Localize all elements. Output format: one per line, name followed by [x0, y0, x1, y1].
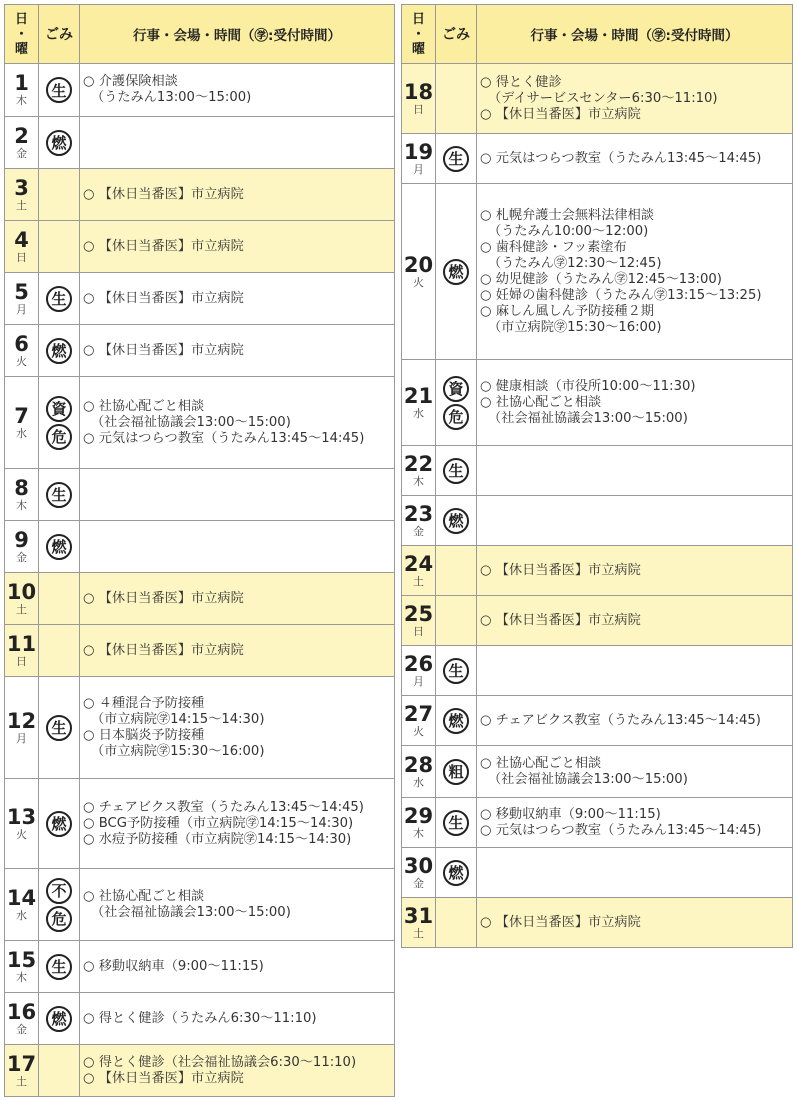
day-cell — [402, 446, 436, 496]
event-cell — [80, 1045, 395, 1097]
day-of-week: 水 — [413, 775, 424, 789]
burnable-badge-icon: 燃 — [46, 338, 72, 364]
event-cell — [80, 993, 395, 1045]
calendar-row — [402, 496, 793, 546]
gomi-cell — [39, 677, 80, 779]
gomi-cell — [39, 64, 80, 117]
raw-garbage-badge-icon: 生 — [443, 658, 469, 684]
gomi-cell — [436, 646, 477, 696]
event-line: ○ 介護保険相談 — [83, 74, 178, 89]
event-line: ○ 水痘予防接種（市立病院㊫14:15〜14:30) — [83, 831, 352, 847]
event-line: ○ 【休日当番医】市立病院 — [83, 642, 244, 658]
day-number: 4 — [14, 227, 29, 252]
burnable-badge-icon: 燃 — [443, 508, 469, 534]
burnable-badge-icon: 燃 — [443, 259, 469, 285]
event-line: ○ 【休日当番医】市立病院 — [83, 290, 244, 306]
gomi-cell — [436, 446, 477, 496]
day-number: 29 — [403, 803, 434, 828]
event-cell — [80, 273, 395, 325]
day-of-week: 日 — [16, 250, 27, 264]
day-cell — [5, 221, 39, 273]
day-cell — [402, 546, 436, 596]
event-cell — [80, 64, 395, 117]
burnable-badge-icon: 燃 — [46, 130, 72, 156]
day-of-week: 月 — [413, 162, 424, 176]
event-cell — [477, 134, 793, 184]
calendar-row — [5, 169, 395, 221]
day-number: 7 — [14, 403, 29, 428]
event-line: ○ 元気はつらつ教室（うたみん13:45〜14:45) — [480, 150, 762, 166]
gomi-cell — [436, 64, 477, 134]
raw-garbage-badge-icon: 生 — [443, 146, 469, 172]
day-cell — [402, 496, 436, 546]
day-of-week: 金 — [413, 524, 424, 538]
calendar-row — [5, 625, 395, 677]
day-of-week: 金 — [16, 1022, 27, 1036]
day-cell — [5, 273, 39, 325]
event-line: ○ 元気はつらつ教室（うたみん13:45〜14:45) — [83, 430, 365, 446]
day-cell — [402, 184, 436, 360]
day-of-week: 日 — [413, 102, 424, 116]
day-number: 14 — [6, 885, 37, 910]
day-cell — [402, 360, 436, 446]
day-number: 8 — [14, 475, 29, 500]
day-number: 18 — [403, 79, 434, 104]
recyclable-badge-icon: 資 — [443, 376, 469, 402]
event-line: （社会福祉協議会13:00〜15:00) — [91, 904, 291, 920]
gomi-cell — [436, 134, 477, 184]
event-line: ○ 社協心配ごと相談 — [83, 398, 205, 414]
event-line: ○ 札幌弁護士会無料法律相談 — [480, 207, 654, 223]
event-cell — [477, 446, 793, 496]
burnable-badge-icon: 燃 — [443, 860, 469, 886]
gomi-cell — [39, 117, 80, 169]
event-cell — [477, 596, 793, 646]
recyclable-badge-icon: 資 — [46, 396, 72, 422]
calendar-row — [5, 325, 395, 377]
non-burnable-badge-icon: 不 — [46, 878, 72, 904]
calendar-row — [402, 134, 793, 184]
day-number: 21 — [403, 383, 434, 408]
day-of-week: 木 — [413, 826, 424, 840]
day-number: 13 — [6, 804, 37, 829]
calendar-row — [5, 221, 395, 273]
gomi-cell — [39, 941, 80, 993]
gomi-cell — [39, 625, 80, 677]
day-cell — [5, 625, 39, 677]
gomi-cell — [39, 273, 80, 325]
day-cell — [402, 596, 436, 646]
event-cell — [477, 696, 793, 746]
event-line: ○ 妊婦の歯科健診（うたみん㊫13:15〜13:25) — [480, 287, 762, 303]
day-of-week: 水 — [16, 426, 27, 440]
event-line: ○ 【休日当番医】市立病院 — [83, 342, 244, 358]
gomi-cell — [39, 1045, 80, 1097]
gomi-cell — [39, 573, 80, 625]
day-cell — [5, 869, 39, 941]
event-line: ○ 【休日当番医】市立病院 — [480, 106, 641, 122]
gomi-cell — [436, 848, 477, 898]
event-line: （市立病院㊫15:30〜16:00) — [91, 743, 265, 759]
day-of-week: 土 — [16, 1074, 27, 1088]
day-cell — [402, 798, 436, 848]
day-of-week: 火 — [16, 354, 27, 368]
day-of-week: 土 — [413, 574, 424, 588]
day-number: 11 — [6, 631, 37, 656]
gomi-cell — [436, 596, 477, 646]
day-of-week: 水 — [16, 908, 27, 922]
gomi-cell — [39, 377, 80, 469]
day-cell — [5, 325, 39, 377]
raw-garbage-badge-icon: 生 — [443, 810, 469, 836]
event-cell — [477, 848, 793, 898]
day-number: 17 — [6, 1051, 37, 1076]
event-line: （社会福祉協議会13:00〜15:00) — [91, 414, 291, 430]
header-day: 日 ・ 曜 — [5, 5, 39, 64]
day-number: 9 — [14, 527, 29, 552]
event-line: ○ チェアビクス教室（うたみん13:45〜14:45) — [83, 799, 364, 815]
day-number: 20 — [403, 252, 434, 277]
event-line: ○ 【休日当番医】市立病院 — [83, 186, 244, 202]
day-of-week: 金 — [16, 550, 27, 564]
day-cell — [5, 941, 39, 993]
day-number: 25 — [403, 601, 434, 626]
day-number: 30 — [403, 853, 434, 878]
calendar-row — [5, 993, 395, 1045]
day-cell — [5, 993, 39, 1045]
event-line: ○ 歯科健診・フッ素塗布 — [480, 239, 627, 255]
event-line: ○ 【休日当番医】市立病院 — [83, 238, 244, 254]
calendar-row — [402, 798, 793, 848]
gomi-cell — [39, 469, 80, 521]
burnable-badge-icon: 燃 — [46, 1006, 72, 1032]
day-of-week: 月 — [16, 302, 27, 316]
event-line: ○ 社協心配ごと相談 — [480, 394, 602, 410]
gomi-cell — [436, 360, 477, 446]
event-cell — [80, 325, 395, 377]
day-of-week: 月 — [16, 731, 27, 745]
header-day: 日 ・ 曜 — [402, 5, 436, 64]
day-number: 15 — [6, 947, 37, 972]
header-gomi: ごみ — [436, 5, 477, 64]
day-of-week: 火 — [413, 724, 424, 738]
header-row — [402, 5, 793, 64]
event-cell — [477, 898, 793, 948]
event-cell — [80, 869, 395, 941]
day-of-week: 木 — [16, 94, 27, 107]
day-number: 3 — [14, 175, 29, 200]
day-of-week: 月 — [413, 674, 424, 688]
event-line: ○ チェアビクス教室（うたみん13:45〜14:45) — [480, 712, 761, 728]
calendar-row — [402, 446, 793, 496]
day-number: 12 — [6, 708, 37, 733]
calendar-row — [5, 469, 395, 521]
event-line: （市立病院㊫15:30〜16:00) — [488, 319, 662, 335]
event-line: ○ 【休日当番医】市立病院 — [480, 562, 641, 578]
event-line: ○ 日本脳炎予防接種 — [83, 727, 205, 743]
day-cell — [402, 848, 436, 898]
raw-garbage-badge-icon: 生 — [46, 286, 72, 312]
raw-garbage-badge-icon: 生 — [46, 715, 72, 741]
event-line: ○ 社協心配ごと相談 — [83, 888, 205, 904]
calendar-row — [402, 64, 793, 134]
event-line: ○ 得とく健診（うたみん6:30〜11:10) — [83, 1010, 317, 1026]
burnable-badge-icon: 燃 — [46, 534, 72, 560]
header-gomi: ごみ — [39, 5, 80, 64]
event-cell — [80, 377, 395, 469]
event-line: ○ BCG予防接種（市立病院㊫14:15〜14:30) — [83, 815, 354, 831]
day-of-week: 土 — [16, 198, 27, 212]
calendar-row — [402, 848, 793, 898]
day-of-week: 土 — [413, 926, 424, 940]
calendar-row — [5, 941, 395, 993]
event-cell — [80, 169, 395, 221]
day-of-week: 火 — [16, 827, 27, 841]
day-number: 5 — [14, 279, 29, 304]
day-of-week: 木 — [16, 970, 27, 984]
calendar-table-left — [4, 4, 395, 1097]
day-of-week: 土 — [16, 602, 27, 616]
raw-garbage-badge-icon: 生 — [443, 458, 469, 484]
calendar-row — [402, 646, 793, 696]
raw-garbage-badge-icon: 生 — [46, 482, 72, 508]
event-line: ○ 幼児健診（うたみん㊫12:45〜13:00) — [480, 271, 722, 287]
calendar-row — [5, 377, 395, 469]
calendar-row — [5, 573, 395, 625]
day-of-week: 日 — [413, 624, 424, 638]
gomi-cell — [436, 546, 477, 596]
day-number: 26 — [403, 651, 434, 676]
calendar-row — [402, 746, 793, 798]
event-cell — [80, 677, 395, 779]
day-number: 16 — [6, 999, 37, 1024]
calendar-row — [402, 360, 793, 446]
day-number: 23 — [403, 501, 434, 526]
day-cell — [5, 377, 39, 469]
calendar-row — [5, 869, 395, 941]
event-cell — [80, 941, 395, 993]
day-number: 28 — [403, 752, 434, 777]
day-cell — [5, 169, 39, 221]
day-number: 10 — [6, 579, 37, 604]
gomi-cell — [436, 696, 477, 746]
event-line: ○ 【休日当番医】市立病院 — [83, 1070, 244, 1086]
day-of-week: 金 — [413, 876, 424, 890]
gomi-cell — [39, 779, 80, 869]
burnable-badge-icon: 燃 — [443, 708, 469, 734]
event-line: ○ 【休日当番医】市立病院 — [480, 914, 641, 930]
calendar-row — [5, 273, 395, 325]
day-number: 6 — [14, 331, 29, 356]
gomi-cell — [436, 898, 477, 948]
calendar-table-right — [401, 4, 793, 948]
event-cell — [477, 184, 793, 360]
day-cell — [5, 779, 39, 869]
header-event: 行事・会場・時間（㊫:受付時間） — [477, 5, 793, 64]
header-event: 行事・会場・時間（㊫:受付時間） — [80, 5, 395, 64]
day-number: 27 — [403, 701, 434, 726]
calendar-row — [402, 898, 793, 948]
day-of-week: 火 — [413, 275, 424, 289]
day-cell — [402, 646, 436, 696]
calendar-row — [5, 677, 395, 779]
gomi-cell — [436, 746, 477, 798]
day-cell — [5, 1045, 39, 1097]
event-cell — [477, 646, 793, 696]
gomi-cell — [436, 798, 477, 848]
event-cell — [80, 573, 395, 625]
day-number: 19 — [403, 139, 434, 164]
event-cell — [477, 360, 793, 446]
event-cell — [477, 746, 793, 798]
event-cell — [80, 469, 395, 521]
day-cell — [402, 64, 436, 134]
event-line: ○ 麻しん風しん予防接種２期 — [480, 303, 654, 319]
event-line: （うたみん10:00〜12:00) — [488, 223, 649, 239]
day-of-week: 日 — [16, 654, 27, 668]
oversized-badge-icon: 粗 — [443, 759, 469, 785]
gomi-cell — [39, 993, 80, 1045]
day-cell — [5, 573, 39, 625]
day-cell — [402, 746, 436, 798]
day-cell — [402, 696, 436, 746]
event-line: （うたみん㊫12:30〜12:45) — [488, 255, 662, 271]
event-line: ○ 移動収納車（9:00〜11:15) — [83, 958, 264, 974]
day-number: 31 — [403, 903, 434, 928]
gomi-cell — [39, 521, 80, 573]
event-line: （デイサービスセンター6:30〜11:10) — [488, 90, 718, 106]
event-line: ○ 得とく健診（社会福祉協議会6:30〜11:10) — [83, 1054, 357, 1070]
calendar-row — [5, 779, 395, 869]
event-line: ○ ４種混合予防接種 — [83, 695, 205, 711]
day-cell — [5, 521, 39, 573]
event-line: ○ 健康相談（市役所10:00〜11:30) — [480, 378, 696, 394]
event-line: ○ 元気はつらつ教室（うたみん13:45〜14:45) — [480, 822, 762, 838]
calendar-row — [5, 1045, 395, 1097]
burnable-badge-icon: 燃 — [46, 811, 72, 837]
event-line: （市立病院㊫14:15〜14:30) — [91, 711, 265, 727]
event-cell — [80, 117, 395, 169]
day-of-week: 金 — [16, 146, 27, 160]
gomi-cell — [436, 496, 477, 546]
gomi-cell — [39, 869, 80, 941]
calendar-row — [402, 184, 793, 360]
event-cell — [477, 496, 793, 546]
day-cell — [5, 64, 39, 117]
raw-garbage-badge-icon: 生 — [46, 77, 72, 103]
gomi-cell — [39, 221, 80, 273]
hazardous-badge-icon: 危 — [46, 424, 72, 450]
header-row — [5, 5, 395, 64]
day-of-week: 水 — [413, 406, 424, 420]
event-cell — [477, 64, 793, 134]
day-cell — [402, 898, 436, 948]
event-line: （社会福祉協議会13:00〜15:00) — [488, 410, 688, 426]
day-number: 22 — [403, 451, 434, 476]
event-line: ○ 社協心配ごと相談 — [480, 755, 602, 771]
gomi-cell — [436, 184, 477, 360]
event-line: ○ 【休日当番医】市立病院 — [83, 590, 244, 606]
event-line: ○ 得とく健診 — [480, 74, 562, 90]
day-number: 2 — [14, 123, 29, 148]
day-number: 24 — [403, 551, 434, 576]
day-cell — [5, 469, 39, 521]
day-cell — [5, 677, 39, 779]
event-line: ○ 移動収納車（9:00〜11:15) — [480, 806, 661, 822]
raw-garbage-badge-icon: 生 — [46, 954, 72, 980]
event-cell — [80, 521, 395, 573]
calendar-row — [5, 117, 395, 169]
calendar-row — [5, 64, 395, 117]
calendar-row — [402, 546, 793, 596]
gomi-cell — [39, 169, 80, 221]
calendar-row — [402, 596, 793, 646]
event-cell — [80, 221, 395, 273]
event-line: （うたみん13:00〜15:00) — [91, 90, 252, 105]
day-cell — [5, 117, 39, 169]
event-cell — [477, 546, 793, 596]
event-line: （社会福祉協議会13:00〜15:00) — [488, 771, 688, 787]
event-cell — [80, 625, 395, 677]
hazardous-badge-icon: 危 — [46, 906, 72, 932]
day-cell — [402, 134, 436, 184]
calendar-row — [402, 696, 793, 746]
event-cell — [477, 798, 793, 848]
event-cell — [80, 779, 395, 869]
event-line: ○ 【休日当番医】市立病院 — [480, 612, 641, 628]
day-of-week: 木 — [413, 474, 424, 488]
day-number: 1 — [14, 71, 29, 95]
calendar-row — [5, 521, 395, 573]
day-of-week: 木 — [16, 498, 27, 512]
gomi-cell — [39, 325, 80, 377]
hazardous-badge-icon: 危 — [443, 404, 469, 430]
